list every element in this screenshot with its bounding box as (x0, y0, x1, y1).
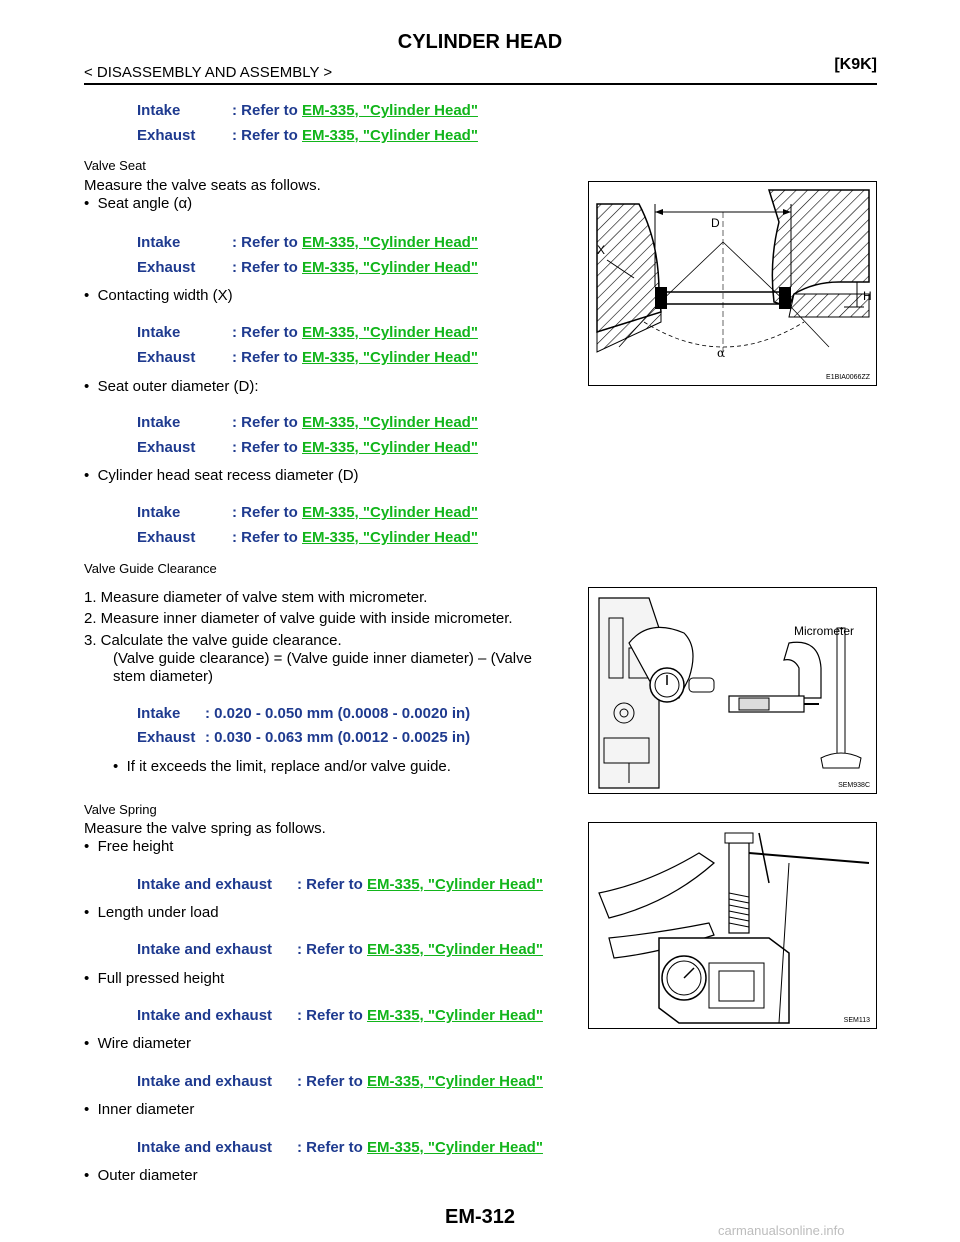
bullet-contacting-width: • Contacting width (X) (84, 287, 233, 304)
spec-row-exhaust: Exhaust : Refer to EM-335, "Cylinder Head" (137, 439, 478, 456)
spec-row-intake-clearance: Intake : 0.020 - 0.050 mm (0.0008 - 0.0020 in) (137, 705, 471, 722)
spec-row-intake-exhaust: Intake and exhaust : Refer to EM-335, "Cylinder Head" (137, 1139, 543, 1156)
figure-valve-seat (588, 181, 877, 386)
valve-seat-diagram (589, 182, 876, 385)
label-alpha: α (717, 346, 726, 360)
figure-spring-tester (588, 822, 877, 1029)
step-3: 3. Calculate the valve guide clearance. (84, 632, 342, 649)
spec-row-intake: Intake : Refer to EM-335, "Cylinder Head" (137, 324, 478, 341)
label-micrometer: Micrometer (794, 624, 855, 638)
ref-link[interactable]: EM-335, "Cylinder Head" (367, 1073, 543, 1090)
ref-link[interactable]: EM-335, "Cylinder Head" (302, 529, 478, 546)
label-x: X (597, 243, 606, 257)
ref-link[interactable]: EM-335, "Cylinder Head" (302, 439, 478, 456)
step-3-formula-cont: stem diameter) (113, 668, 214, 685)
micrometer-illustration (589, 588, 876, 793)
page-title: CYLINDER HEAD (397, 31, 563, 53)
spec-row-exhaust-clearance: Exhaust : 0.030 - 0.063 mm (0.0012 - 0.0025 in) (137, 729, 471, 746)
ref-link[interactable]: EM-335, "Cylinder Head" (302, 349, 478, 366)
valve-seat-intro: Measure the valve seats as follows. (84, 177, 321, 194)
ref-link[interactable]: EM-335, "Cylinder Head" (302, 259, 478, 276)
label-d: D (711, 216, 720, 230)
header-divider (84, 83, 877, 85)
bullet-limit: • If it exceeds the limit, replace and/or valve guide. (113, 758, 451, 775)
bullet-wire-diameter: • Wire diameter (84, 1035, 191, 1052)
spec-row-exhaust: Exhaust : Refer to EM-335, "Cylinder Head" (137, 529, 478, 546)
section-heading-valve-guide: Valve Guide Clearance (84, 561, 217, 576)
ref-link[interactable]: EM-335, "Cylinder Head" (302, 324, 478, 341)
spec-row-intake: Intake : Refer to EM-335, "Cylinder Head" (137, 414, 478, 431)
spec-row-intake-exhaust: Intake and exhaust : Refer to EM-335, "Cylinder Head" (137, 1073, 543, 1090)
valve-spring-intro: Measure the valve spring as follows. (84, 820, 326, 837)
figure-caption: SEM113 (843, 1017, 870, 1024)
ref-link[interactable]: EM-335, "Cylinder Head" (367, 1139, 543, 1156)
bullet-seat-outer-diameter: • Seat outer diameter (D): (84, 378, 259, 395)
spec-row-exhaust: Exhaust : Refer to EM-335, "Cylinder Head" (137, 127, 478, 144)
spec-row-exhaust: Exhaust : Refer to EM-335, "Cylinder Head" (137, 259, 478, 276)
ref-link[interactable]: EM-335, "Cylinder Head" (302, 234, 478, 251)
spec-row-intake-exhaust: Intake and exhaust : Refer to EM-335, "Cylinder Head" (137, 1007, 543, 1024)
bullet-free-height: • Free height (84, 838, 174, 855)
ref-link[interactable]: EM-335, "Cylinder Head" (302, 504, 478, 521)
bullet-length-under-load: • Length under load (84, 904, 219, 921)
spec-row-intake: Intake : Refer to EM-335, "Cylinder Head" (137, 234, 478, 251)
step-3-formula: (Valve guide clearance) = (Valve guide inner diameter) – (Valve (113, 650, 532, 667)
spring-tester-illustration (589, 823, 876, 1028)
bullet-inner-diameter: • Inner diameter (84, 1101, 195, 1118)
label-h: H (863, 289, 872, 303)
spec-row-intake: Intake : Refer to EM-335, "Cylinder Head" (137, 102, 478, 119)
bullet-seat-angle: • Seat angle (α) (84, 195, 193, 212)
ref-link[interactable]: EM-335, "Cylinder Head" (302, 127, 478, 144)
bullet-recess-diameter: • Cylinder head seat recess diameter (D) (84, 467, 359, 484)
ref-link[interactable]: EM-335, "Cylinder Head" (367, 876, 543, 893)
breadcrumb: < DISASSEMBLY AND ASSEMBLY > (84, 64, 333, 81)
figure-micrometer (588, 587, 877, 794)
spec-row-intake-exhaust: Intake and exhaust : Refer to EM-335, "Cylinder Head" (137, 941, 543, 958)
page-number: EM-312 (444, 1206, 516, 1228)
figure-caption: SEM938C (838, 782, 870, 789)
ref-link[interactable]: EM-335, "Cylinder Head" (302, 102, 478, 119)
spec-row-intake: Intake : Refer to EM-335, "Cylinder Head" (137, 504, 478, 521)
engine-code: [K9K] (834, 56, 877, 73)
step-2: 2. Measure inner diameter of valve guide with inside micrometer. (84, 610, 513, 627)
step-1: 1. Measure diameter of valve stem with micrometer. (84, 589, 428, 606)
bullet-outer-diameter: • Outer diameter (84, 1167, 198, 1184)
ref-link[interactable]: EM-335, "Cylinder Head" (302, 414, 478, 431)
section-heading-valve-spring: Valve Spring (84, 802, 157, 817)
watermark: carmanualsonline.info (718, 1223, 845, 1238)
figure-caption: E1BIA0066ZZ (826, 374, 870, 381)
spec-row-exhaust: Exhaust : Refer to EM-335, "Cylinder Head" (137, 349, 478, 366)
section-heading-valve-seat: Valve Seat (84, 158, 146, 173)
bullet-full-pressed-height: • Full pressed height (84, 970, 225, 987)
ref-link[interactable]: EM-335, "Cylinder Head" (367, 1007, 543, 1024)
spec-row-intake-exhaust: Intake and exhaust : Refer to EM-335, "Cylinder Head" (137, 876, 543, 893)
ref-link[interactable]: EM-335, "Cylinder Head" (367, 941, 543, 958)
